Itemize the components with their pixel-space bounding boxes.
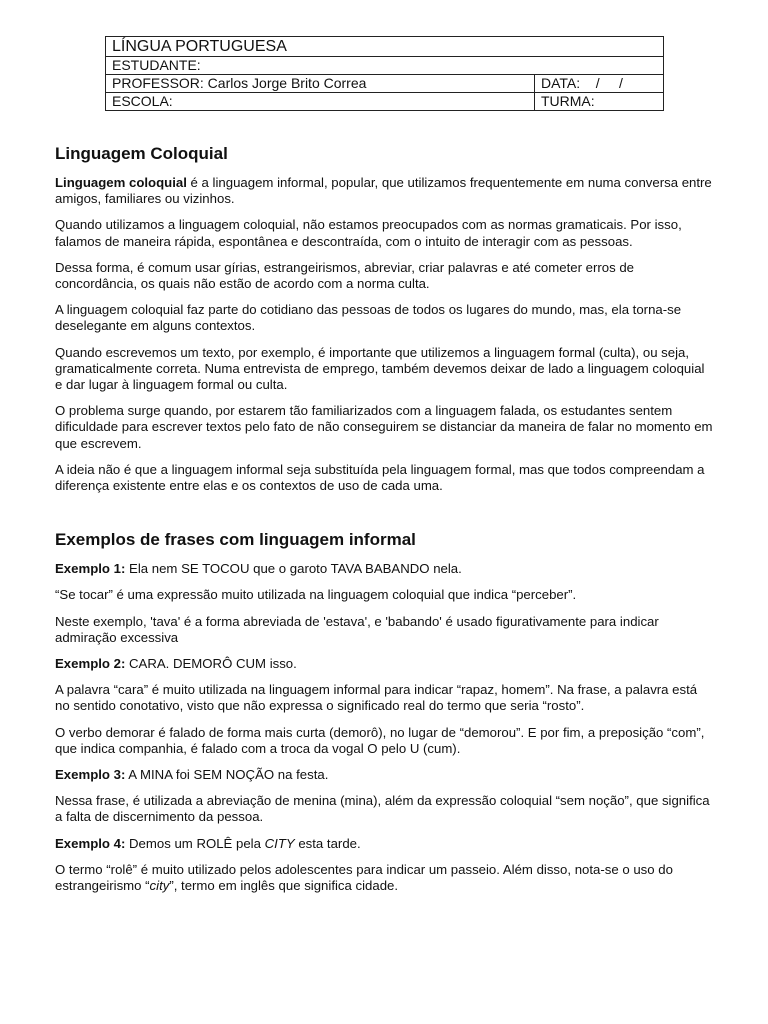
example-2-label: Exemplo 2: bbox=[55, 656, 126, 672]
section-title-exemplos: Exemplos de frases com linguagem informal bbox=[55, 530, 416, 550]
example-4-label: Exemplo 4: bbox=[55, 835, 126, 851]
example-4-sentence-b: esta tarde. bbox=[294, 835, 361, 851]
example-2-sentence: CARA. DEMORÔ CUM isso. bbox=[125, 656, 297, 672]
example-3-explanation-1: Nessa frase, é utilizada a abreviação de menina (mina), além da expressão coloquial “sem noção”, que significa a falta de discernimento da pessoa. bbox=[55, 793, 710, 825]
example-4-explanation-b: ”, termo em inglês que significa cidade. bbox=[169, 878, 399, 894]
paragraph-5: Quando escrevemos um texto, por exemplo, é importante que utilizemos a linguagem formal (culta), ou seja, gramaticalmente correta. Numa entrevista de emprego, também devemos deixar de lado a linguagem coloquial e dar lugar à linguagem formal ou culta. bbox=[55, 344, 705, 393]
example-1 bbox=[55, 561, 715, 577]
example-2 bbox=[55, 656, 715, 672]
paragraph-3: Dessa forma, é comum usar gírias, estrangeirismos, abreviar, criar palavras e até cometer erros de concordância, os quais não estão de acordo com a norma culta. bbox=[55, 259, 635, 292]
teacher-cell: PROFESSOR: Carlos Jorge Brito Correa bbox=[106, 75, 535, 93]
student-cell: ESTUDANTE: bbox=[106, 57, 664, 75]
paragraph-1-text: é a linguagem informal, popular, que utilizamos frequentemente em numa conversa entre amigos, familiares ou vizinhos. bbox=[55, 175, 712, 207]
example-1-explanation-2: Neste exemplo, 'tava' é a forma abreviada de 'estava', e 'babando' é usado figurativamente para indicar admiração excessiva bbox=[55, 613, 659, 645]
paragraph-6: O problema surge quando, por estarem tão familiarizados com a linguagem falada, os estudantes sentem dificuldade para escrever textos pelo fato de não conseguirem se distanciar da maneira de falar no momento em que escrevem. bbox=[55, 403, 713, 451]
term-bold: Linguagem coloquial bbox=[55, 175, 187, 190]
paragraph-7: A ideia não é que a linguagem informal seja substituída pela linguagem formal, mas que todos compreendam a diferença existente entre elas e os contextos de uso de cada uma. bbox=[55, 461, 705, 494]
example-2-explanation-2: O verbo demorar é falado de forma mais curta (demorô), no lugar de “demorou”. E por fim, a preposição “com”, que indica companhia, é falado com a troca da vogal O pelo U (cum). bbox=[55, 724, 705, 756]
example-4 bbox=[55, 836, 715, 852]
example-3 bbox=[55, 767, 715, 783]
example-4-explanation-1 bbox=[55, 862, 715, 894]
date-cell: DATA: / / bbox=[535, 75, 664, 93]
document-body bbox=[55, 144, 715, 904]
school-cell: ESCOLA: bbox=[106, 93, 535, 111]
paragraph-4: A linguagem coloquial faz parte do cotidiano das pessoas de todos os lugares do mundo, mas, ela torna-se deselegante em alguns contextos. bbox=[55, 302, 682, 334]
example-4-sentence-a: Demos um ROLÊ pela bbox=[125, 835, 265, 851]
example-1-label: Exemplo 1: bbox=[55, 561, 126, 577]
example-1-explanation-1: “Se tocar” é uma expressão muito utilizada na linguagem coloquial que indica “perceber”. bbox=[55, 587, 577, 603]
class-cell: TURMA: bbox=[535, 93, 664, 111]
example-4-explanation-a: O termo “rolê” é muito utilizado pelos adolescentes para indicar um passeio. Além disso, nota-se o uso do estrangeirismo “ bbox=[55, 861, 673, 894]
example-3-label: Exemplo 3: bbox=[55, 767, 126, 783]
example-1-sentence: Ela nem SE TOCOU que o garoto TAVA BABANDO nela. bbox=[125, 561, 462, 577]
subject-cell: LÍNGUA PORTUGUESA bbox=[106, 37, 664, 57]
paragraph-1 bbox=[55, 175, 715, 207]
example-4-explanation-italic: city bbox=[149, 878, 170, 894]
example-4-sentence-italic: CITY bbox=[264, 835, 295, 851]
example-3-sentence: A MINA foi SEM NOÇÃO na festa. bbox=[125, 767, 329, 783]
paragraph-2: Quando utilizamos a linguagem coloquial, não estamos preocupados com as normas gramaticais. Por isso, falamos de maneira rápida, espontânea e descontraída, com o intuito de interagir com as pessoas. bbox=[55, 217, 682, 249]
example-2-explanation-1: A palavra “cara” é muito utilizada na linguagem informal para indicar “rapaz, homem”. Na frase, a palavra está no sentido conotativo, visto que não expressa o significado real do termo que seria “rosto”. bbox=[55, 682, 698, 714]
section-title-coloquial: Linguagem Coloquial bbox=[55, 144, 228, 163]
header-table bbox=[105, 36, 664, 111]
